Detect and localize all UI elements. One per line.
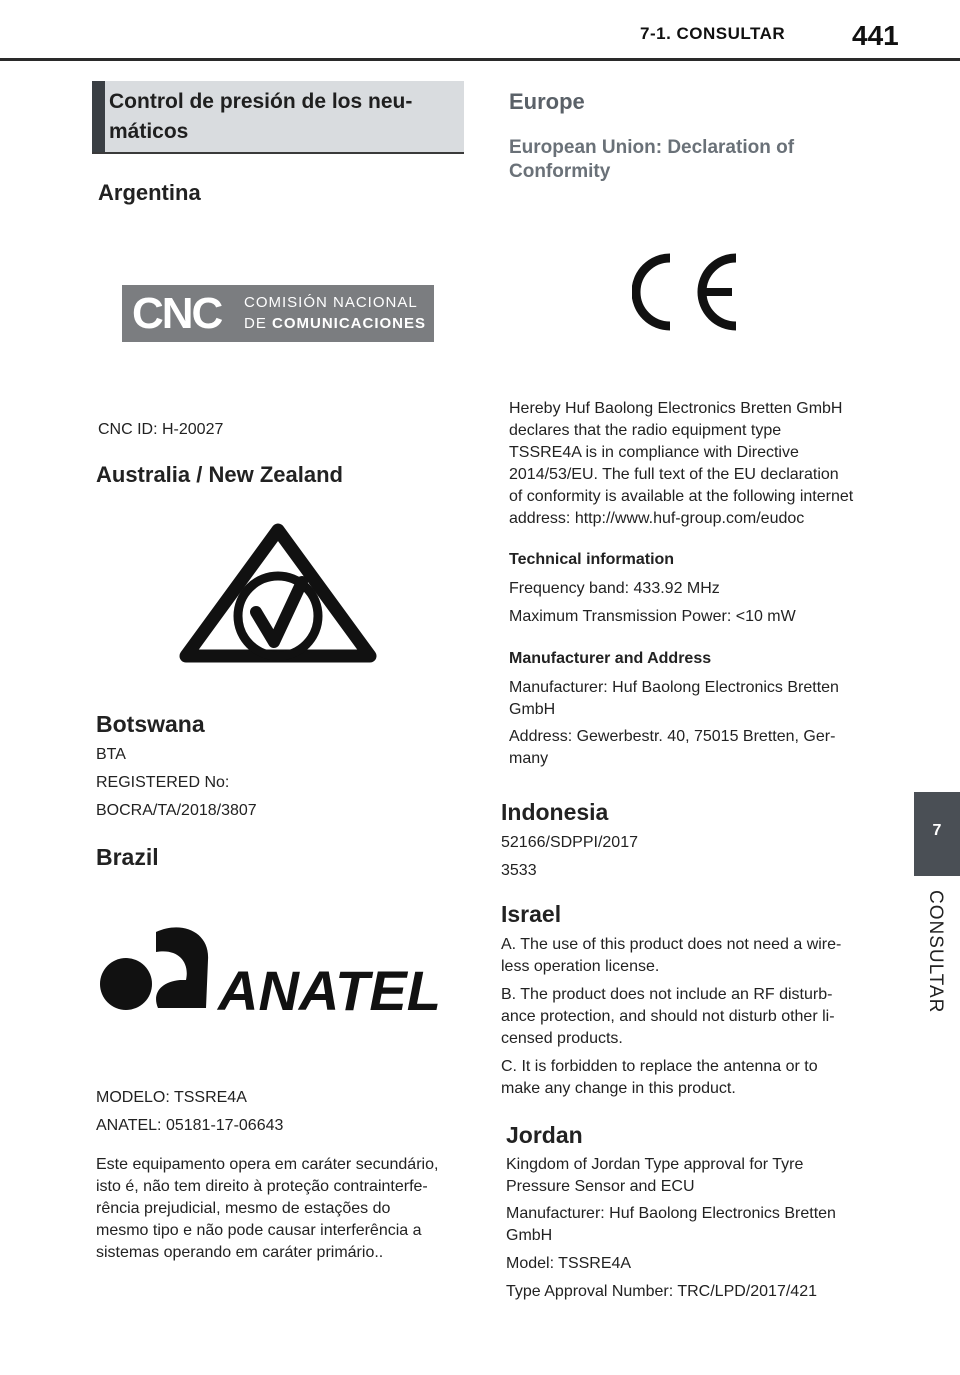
cnc-logo-mark: CNC [132,289,222,338]
section-title-bar [92,81,105,152]
cnc-logo [122,285,434,342]
eu-declaration: Hereby Huf Baolong Electronics Bretten GmbH declares that the radio equipment type TSSRE4A is in compliance with Directive 2014/53/EU. The full text of the EU declaration of conformity is available at the following internet address: http://www.huf-group.com/eudoc [509,400,854,527]
cnc-id: CNC ID: H-20027 [98,421,224,438]
manufacturer-title: Manufacturer and Address [509,650,712,667]
chapter-tab-label: CONSULTAR [925,890,946,1014]
cnc-logo-line1: COMISIÓN NACIONAL [244,294,418,311]
rcm-compliance-icon [176,520,380,670]
botswana-line: REGISTERED No: [96,774,230,791]
brazil-anatel: ANATEL: 05181-17-06643 [96,1117,284,1134]
botswana-title: Botswana [96,711,205,737]
israel-clause-b: B. The product does not include an RF disturb- ance protection, and should not disturb other li- censed products. [501,986,835,1047]
anatel-logo [98,922,448,1014]
indonesia-line: 52166/SDPPI/2017 [501,834,638,851]
indonesia-line: 3533 [501,862,537,879]
tech-info-title: Technical information [509,551,675,568]
israel-clause-a: A. The use of this product does not need a wire- less operation license. [501,936,842,975]
brazil-title: Brazil [96,844,159,870]
section-title: Control de presión de los neu- máticos [109,90,413,143]
anatel-logo-text: ANATEL [218,959,441,1014]
chapter-tab[interactable] [914,792,960,876]
jordan-model: Model: TSSRE4A [506,1255,632,1272]
brazil-paragraph: Este equipamento opera em caráter secundário, isto é, não tem direito à proteção contrainterfe- rência prejudicial, mesmo de estações do mesmo tipo e não pode causar interferência a sistemas operando em caráter primário.. [96,1156,439,1261]
jordan-kingdom: Kingdom of Jordan Type approval for Tyre Pressure Sensor and ECU [506,1156,804,1195]
europe-title: Europe [509,89,585,114]
page-number: 441 [852,20,899,51]
australia-title: Australia / New Zealand [96,462,343,487]
chapter-title: 7-1. CONSULTAR [640,24,786,43]
botswana-line: BOCRA/TA/2018/3807 [96,802,257,819]
header-rule [0,58,960,61]
argentina-title: Argentina [98,180,201,205]
section-title-box [92,81,464,154]
europe-subtitle: European Union: Declaration of Conformity [509,137,795,182]
jordan-manufacturer: Manufacturer: Huf Baolong Electronics Bretten GmbH [506,1205,836,1244]
chapter-tab-number: 7 [932,822,942,839]
frequency-band: Frequency band: 433.92 MHz [509,580,720,597]
ce-mark-icon [632,252,742,332]
botswana-line: BTA [96,746,126,763]
israel-title: Israel [501,901,562,927]
indonesia-title: Indonesia [501,799,609,825]
brazil-model: MODELO: TSSRE4A [96,1089,247,1106]
cnc-logo-line2: DE COMUNICACIONES [244,315,427,332]
eu-address: Address: Gewerbestr. 40, 75015 Bretten, Ger- many [509,728,836,767]
jordan-title: Jordan [506,1122,583,1148]
eu-manufacturer: Manufacturer: Huf Baolong Electronics Bretten GmbH [509,679,839,718]
israel-clause-c: C. It is forbidden to replace the antenna or to make any change in this product. [501,1058,818,1097]
jordan-type-approval: Type Approval Number: TRC/LPD/2017/421 [506,1283,817,1300]
transmission-power: Maximum Transmission Power: <10 mW [509,608,796,625]
